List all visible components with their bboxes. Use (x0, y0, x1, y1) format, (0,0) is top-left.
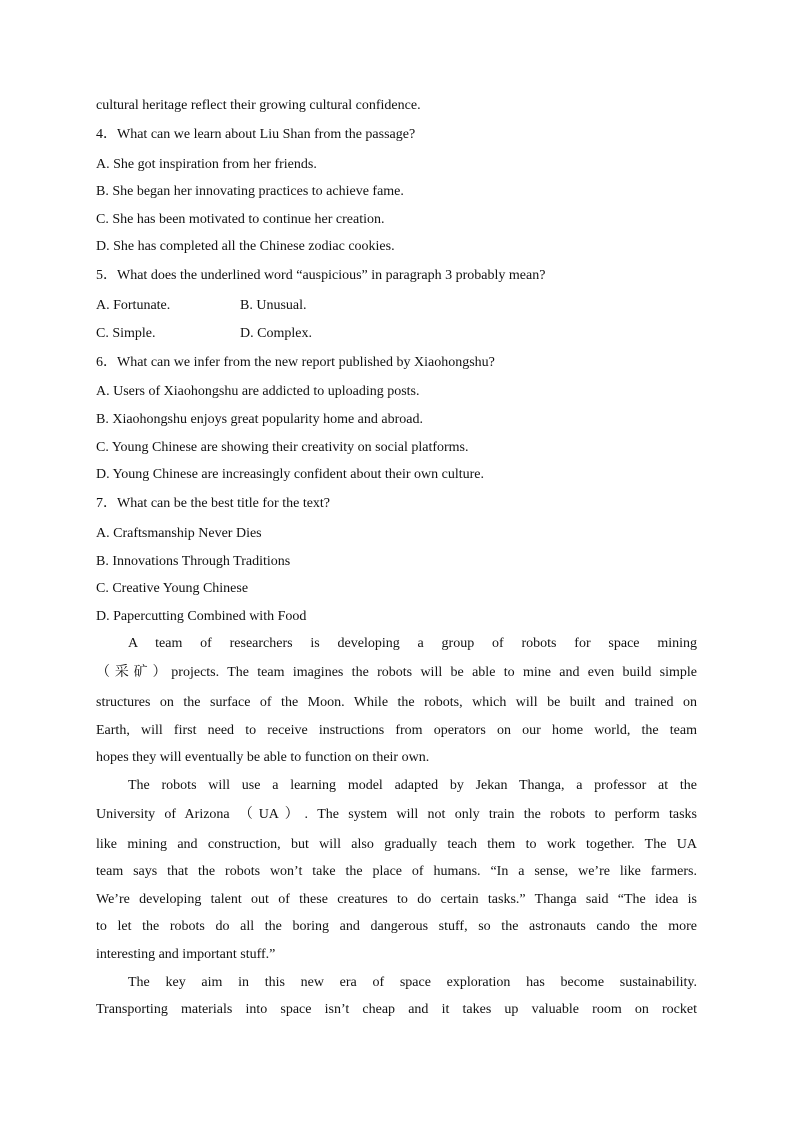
question-6-option-d: D. Young Chinese are increasingly confident about their own culture. (96, 467, 485, 482)
paragraph-2-line: like mining and construction, but will also gradually teach them to work together. The UA (96, 837, 697, 852)
question-4-option-d: D. She has completed all the Chinese zodiac cookies. (96, 239, 395, 254)
paragraph-1-line: A team of researchers is developing a group of robots for space mining (128, 636, 697, 651)
paragraph-2-line: University of Arizona （UA）. The system will not only train the robots to perform tasks (96, 807, 697, 822)
question-7: 7．What can be the best title for the text? (96, 496, 331, 511)
question-7-option-a: A. Craftsmanship Never Dies (96, 526, 262, 541)
question-6-option-a: A. Users of Xiaohongshu are addicted to uploading posts. (96, 384, 420, 399)
question-5-option-b: B. Unusual. (240, 298, 307, 313)
question-7-option-d: D. Papercutting Combined with Food (96, 609, 307, 624)
question-5-option-d: D. Complex. (240, 326, 312, 341)
paragraph-text-line: cultural heritage reflect their growing cultural confidence. (96, 98, 421, 113)
paragraph-2-line: The robots will use a learning model adapted by Jekan Thanga, a professor at the (128, 778, 697, 793)
question-6-option-b: B. Xiaohongshu enjoys great popularity home and abroad. (96, 412, 423, 427)
paragraph-1-line: （采矿）projects. The team imagines the robots will be able to mine and even build simple (96, 665, 697, 680)
question-4: 4．What can we learn about Liu Shan from the passage? (96, 127, 416, 142)
paragraph-2-line: interesting and important stuff.” (96, 947, 276, 962)
question-4-option-c: C. She has been motivated to continue her creation. (96, 212, 385, 227)
paragraph-2-line: team says that the robots won’t take the place of humans. “In a sense, we’re like farmers. (96, 864, 697, 879)
question-7-option-b: B. Innovations Through Traditions (96, 554, 291, 569)
paragraph-1-line: Earth, will first need to receive instructions from operators on our home world, the team (96, 723, 697, 738)
question-5: 5．What does the underlined word “auspicious” in paragraph 3 probably mean? (96, 268, 546, 283)
paragraph-1-line: structures on the surface of the Moon. While the robots, which will be built and trained on (96, 695, 697, 710)
question-4-option-a: A. She got inspiration from her friends. (96, 157, 317, 172)
paragraph-2-line: We’re developing talent out of these creatures to do certain tasks.” Thanga said “The idea is (96, 892, 697, 907)
paragraph-3-line: Transporting materials into space isn’t cheap and it takes up valuable room on rocket (96, 1002, 697, 1017)
question-7-option-c: C. Creative Young Chinese (96, 581, 249, 596)
question-5-option-a: A. Fortunate. (96, 298, 171, 313)
paragraph-3-line: The key aim in this new era of space exploration has become sustainability. (128, 975, 697, 990)
question-4-option-b: B. She began her innovating practices to achieve fame. (96, 184, 404, 199)
paragraph-2-line: to let the robots do all the boring and dangerous stuff, so the astronauts cando the more (96, 919, 697, 934)
question-6: 6．What can we infer from the new report published by Xiaohongshu? (96, 355, 495, 370)
paragraph-1-line: hopes they will eventually be able to function on their own. (96, 750, 430, 765)
question-5-option-c: C. Simple. (96, 326, 156, 341)
question-6-option-c: C. Young Chinese are showing their creativity on social platforms. (96, 440, 469, 455)
